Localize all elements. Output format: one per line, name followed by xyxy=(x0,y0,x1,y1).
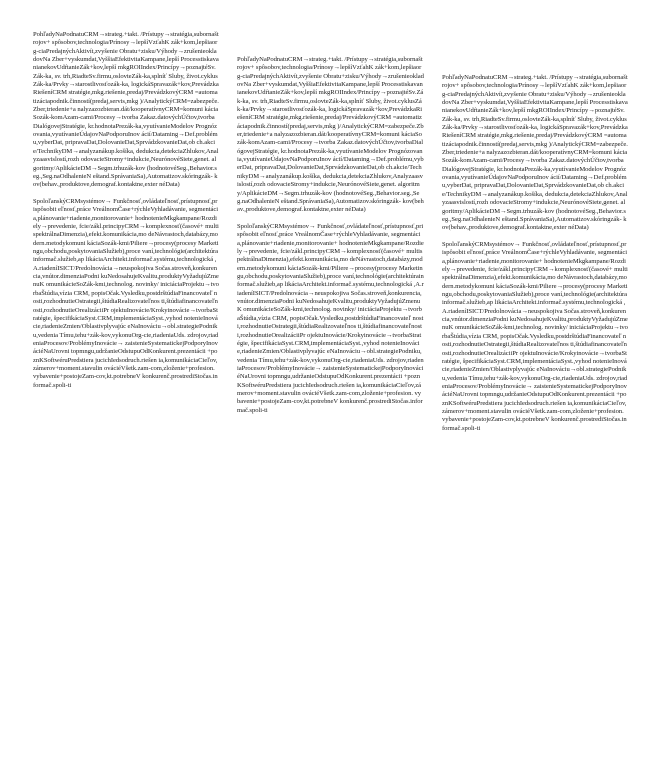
block-spacer xyxy=(442,233,628,242)
notes-block-crm-systems: SpoloľanskýCRMsystémov→ Funkčnosť,ovládateľnosť,prístupnosť,prispôsobit eľnosť,práce VreálnomČase+rýchleVyhladávanie, segmentácia,plánovanie+riadenie,monitorovanie+ hodnotenieMkgkampane/Rozdiely→prevedenie, fcie/zákl.principyCRM→komplexnosť(časové+ multispektrálnaDimenzia),efekt.komunikácia,mo deNávrastoch,databázy,modern.metodykomuni káciaSozák-kmi/Piliere→procesy(procesy Marketingu,obchodu,poskytovaniaSlužieb),proce vaní,technológie(architektúrainformač.služieb,ap likáciaArchitekt.informač.systému,technologická ,A.riadeníISICT/Predolnovácia→neuspokojiva Sočas.stroveň,konkurencia,vnútor.dimenziaPodni kuNedosahujeKvalitu,produktyVyžadujúZmenuK omunikácieSoZák-kmi,technolog. novinky/ iniciáciaProjektu→tvorbaŠtúdia,vízia CRM, popisOčak.Vysledku,postdrštúdiaFinancovateľ nosti,rozhodnutieOstrategii,štúdiaRealizovateľnos ti,štúdiafinancovateľnosti,rozhodnutieOrealizáciiPr ojektuInovácie/Krokyinovácie→tvorbaStratégie, špecifikáciaSyst.CRM,implementáciaSyst.,vyhod notenieInovácie,riadenieZmien/Oblastivplyvajúc eNaInováciu→obl.strategiePodniku,vedenia Tímu,tehu+zák-kov,vykonuOrg-cie,riadeniaUds. zdrojov,riadeniaProcesov/ProblémyInovácie→ zaistenieSystematickejPodporyInováciéNaUrovni topmngu,udržanieOdstupuOdKonkurent.prezentácii +poznKSoftwéruPredstiera jucichIedsodruch.riešen ia,komunikáciaCieľov,zámerov+moment.stavulin ováciéVšetk.zam-com,zloženie+profesion. vybavenie+postojeZam-cov,kt.potrebneV konkurenč.prostrediStočas.informač.spoli-ti xyxy=(33,198,219,389)
block-spacer xyxy=(33,190,219,199)
notes-block-crm-overview: PohľadyNaPodnatuCRM→strateg.+takt. /Prístupy→stratégia,subornaštrojov+ spôsobov,technologia/Prínosy→lepšíVzťahK zák+kom,lepšiaorg-ciaPredajnýchAktivít,zvyšenie Obratu+zisku/Výhody→zrušenieokladovNa Zber+vyskumdat,VyššiaEfektivitaKampane,lepší ProcesstiskavanianekovUdŕtanieZák+kov,lepší mkgROIIndex/Princípy→poznajtéSv.Zák-ka, sv. trh,RiadteSv.firmu,oslovteZák-ka,splníť Sluby, život.cyklusZák-ka/Prvky→starostlivosťozák-ka, logickáSpravazák+kov,PrevádzkaRiešeníCRM stratégie,mkg.riešenie,predaj/PrevádzkovýCRM =automatizáciapodnik.činností(predaj,servis,mkg )/AnalytickýCRM=zabezpeče.Zber,triedenie+a nalyzazozbieran.dát/kooperatívnyCRM=komuni káciaSozák-komAzam-cami/Procesy→tvorba Zakaz.datovýchÚčtov,tvorbaDialógovejStratégie, kr.hodnotaPrezák-ka,vyutívanieModelov Prognózovania,vyutívanieÚdajovNaPodporuInov ácií/Dataming→Def.problému,vyberDat, pripravaDat,DolovanieDat,SprvádzkovanieDat,ob ch.akcie/TechnikyDM→analyzanákup.košíka, dedukcia,detekciaZhlukov,Analyzaasvislostí,rozh odovacieStromy+indukcie,NeurónovéSiete,genet. algoritmy/AplikácieDM→Segm.trhuzák-kov (hodnotovéSeg.,Behavior.seg.,Seg.naOdhalenieN eštand.SprávaniaSa),Automatizov.skóringzák- kov(behav.,produktove,demograf.kontaktne,exter néData) xyxy=(237,56,424,214)
notes-column-left xyxy=(33,31,219,390)
notes-block-crm-systems: SpoloľanskýCRMsystémov→ Funkčnosť,ovládateľnosť,prístupnosť,prispôsobit eľnosť,práce VreálnomČase+rýchleVyhladávanie, segmentácia,plánovanie+riadenie,monitorovanie+ hodnotenieMkgkampane/Rozdiely→prevedenie, fcie/zákl.principyCRM→komplexnosť(časové+ multispektrálnaDimenzia),efekt.komunikácia,mo deNávrastoch,databázy,modern.metodykomuni káciaSozák-kmi/Piliere→procesy(procesy Marketingu,obchodu,poskytovaniaSlužieb),proce vaní,technológie(architektúrainformač.služieb,ap likáciaArchitekt.informač.systému,technologická ,A.riadeníISICT/Predolnovácia→neuspokojiva Sočas.stroveň,konkurencia,vnútor.dimenziaPodni kuNedosahujeKvalitu,produktyVyžadujúZmenuK omunikácieSoZák-kmi,technolog. novinky/ iniciáciaProjektu→tvorbaŠtúdia,vízia CRM, popisOčak.Vysledku,postdrštúdiaFinancovateľ nosti,rozhodnutieOstrategii,štúdiaRealizovateľnos ti,štúdiafinancovateľnosti,rozhodnutieOrealizáciiPr ojektuInovácie/Krokyinovácie→tvorbaStratégie, špecifikáciaSyst.CRM,implementáciaSyst.,vyhod notenieInovácie,riadenieZmien/Oblastivplyvajúc eNaInováciu→obl.strategiePodniku,vedenia Tímu,tehu+zák-kov,vykonuOrg-cie,riadeniaUds. zdrojov,riadeniaProcesov/ProblémyInovácie→ zaistenieSystematickejPodporyInováciéNaUrovni topmngu,udržanieOdstupuOdKonkurent.prezentácii +poznKSoftwéruPredstiera jucichIedsodruch.riešen ia,komunikáciaCieľov,zámerov+moment.stavulin ováciéVšetk.zam-com,zloženie+profesion. vybavenie+postojeZam-cov,kt.potrebneV konkurenč.prostrediStočas.informač.spoli-ti xyxy=(442,241,628,432)
notes-block-crm-systems: SpoloľanskýCRMsystémov→ Funkčnosť,ovládateľnosť,prístupnosť,prispôsobit eľnosť,práce VreálnomČase+rýchleVyhladávanie, segmentácia,plánovanie+riadenie,monitorovanie+ hodnotenieMkgkampane/Rozdiely→prevedenie, fcie/zákl.principyCRM→komplexnosť(časové+ multispektrálnaDimenzia),efekt.komunikácia,mo deNávrastoch,databázy,modern.metodykomuni káciaSozák-kmi/Piliere→procesy(procesy Marketingu,obchodu,poskytovaniaSlužieb),proce vaní,technológie(architektúrainformač.služieb,ap likáciaArchitekt.informač.systému,technologická ,A.riadeníISICT/Predolnovácia→neuspokojiva Sočas.stroveň,konkurencia,vnútor.dimenziaPodni kuNedosahujeKvalitu,produktyVyžadujúZmenuK omunikácieSoZák-kmi,technolog. novinky/ iniciáciaProjektu→tvorbaŠtúdia,vízia CRM, popisOčak.Vysledku,postdrštúdiaFinancovateľ nosti,rozhodnutieOstrategii,štúdiaRealizovateľnos ti,štúdiafinancovateľnosti,rozhodnutieOrealizáciiPr ojektuInovácie/Krokyinovácie→tvorbaStratégie, špecifikáciaSyst.CRM,implementáciaSyst.,vyhod notenieInovácie,riadenieZmien/Oblastivplyvajúc eNaInováciu→obl.strategiePodniku,vedenia Tímu,tehu+zák-kov,vykonuOrg-cie,riadeniaUds. zdrojov,riadeniaProcesov/ProblémyInovácie→ zaistenieSystematickejPodporyInováciéNaUrovni topmngu,udržanieOdstupuOdKonkurent.prezentácii +poznKSoftwéruPredstiera jucichIedsodruch.riešen ia,komunikáciaCieľov,zámerov+moment.stavulin ováciéVšetk.zam-com,zloženie+profesion. vybavenie+postojeZam-cov,kt.potrebneV konkurenč.prostrediStočas.informač.spoli-ti xyxy=(237,223,424,414)
notes-block-crm-overview: PohľadyNaPodnatuCRM→strateg.+takt. /Prístupy→stratégia,subornaštrojov+ spôsobov,technologia/Prínosy→lepšíVzťahK zák+kom,lepšiaorg-ciaPredajnýchAktivít,zvyšenie Obratu+zisku/Výhody→zrušenieokladovNa Zber+vyskumdat,VyššiaEfektivitaKampane,lepší ProcesstiskavanianekovUdŕtanieZák+kov,lepší mkgROIIndex/Princípy→poznajtéSv.Zák-ka, sv. trh,RiadteSv.firmu,oslovteZák-ka,splníť Sluby, život.cyklusZák-ka/Prvky→starostlivosťozák-ka, logickáSpravazák+kov,PrevádzkaRiešeníCRM stratégie,mkg.riešenie,predaj/PrevádzkovýCRM =automatizáciapodnik.činností(predaj,servis,mkg )/AnalytickýCRM=zabezpeče.Zber,triedenie+a nalyzazozbieran.dát/kooperatívnyCRM=komuni káciaSozák-komAzam-cami/Procesy→tvorba Zakaz.datovýchÚčtov,tvorbaDialógovejStratégie, kr.hodnotaPrezák-ka,vyutívanieModelov Prognózovania,vyutívanieÚdajovNaPodporuInov ácií/Dataming→Def.problému,vyberDat, pripravaDat,DolovanieDat,SprvádzkovanieDat,ob ch.akcie/TechnikyDM→analyzanákup.košíka, dedukcia,detekciaZhlukov,Analyzaasvislostí,rozh odovacieStromy+indukcie,NeurónovéSiete,genet. algoritmy/AplikácieDM→Segm.trhuzák-kov (hodnotovéSeg.,Behavior.seg.,Seg.naOdhalenieN eštand.SprávaniaSa),Automatizov.skóringzák- kov(behav.,produktove,demograf.kontaktne,exter néData) xyxy=(33,31,219,189)
notes-block-crm-overview: PohľadyNaPodnatuCRM→strateg.+takt. /Prístupy→stratégia,subornaštrojov+ spôsobov,technologia/Prínosy→lepšíVzťahK zák+kom,lepšiaorg-ciaPredajnýchAktivít,zvyšenie Obratu+zisku/Výhody→zrušenieokladovNa Zber+vyskumdat,VyššiaEfektivitaKampane,lepší ProcesstiskavanianekovUdŕtanieZák+kov,lepší mkgROIIndex/Princípy→poznajtéSv.Zák-ka, sv. trh,RiadteSv.firmu,oslovteZák-ka,splníť Sluby, život.cyklusZák-ka/Prvky→starostlivosťozák-ka, logickáSpravazák+kov,PrevádzkaRiešeníCRM stratégie,mkg.riešenie,predaj/PrevádzkovýCRM =automatizáciapodnik.činností(predaj,servis,mkg )/AnalytickýCRM=zabezpeče.Zber,triedenie+a nalyzazozbieran.dát/kooperatívnyCRM=komuni káciaSozák-komAzam-cami/Procesy→tvorba Zakaz.datovýchÚčtov,tvorbaDialógovejStratégie, kr.hodnotaPrezák-ka,vyutívanieModelov Prognózovania,vyutívanieÚdajovNaPodporuInov ácií/Dataming→Def.problému,vyberDat, pripravaDat,DolovanieDat,SprvádzkovanieDat,ob ch.akcie/TechnikyDM→analyzanákup.košíka, dedukcia,detekciaZhlukov,Analyzaasvislostí,rozh odovacieStromy+indukcie,NeurónovéSiete,genet. algoritmy/AplikácieDM→Segm.trhuzák-kov (hodnotovéSeg.,Behavior.seg.,Seg.naOdhalenieN eštand.SprávaniaSa),Automatizov.skóringzák- kov(behav.,produktove,demograf.kontaktne,exter néData) xyxy=(442,74,628,232)
block-spacer xyxy=(237,215,424,224)
notes-column-middle xyxy=(237,56,424,415)
notes-column-right xyxy=(442,74,628,433)
